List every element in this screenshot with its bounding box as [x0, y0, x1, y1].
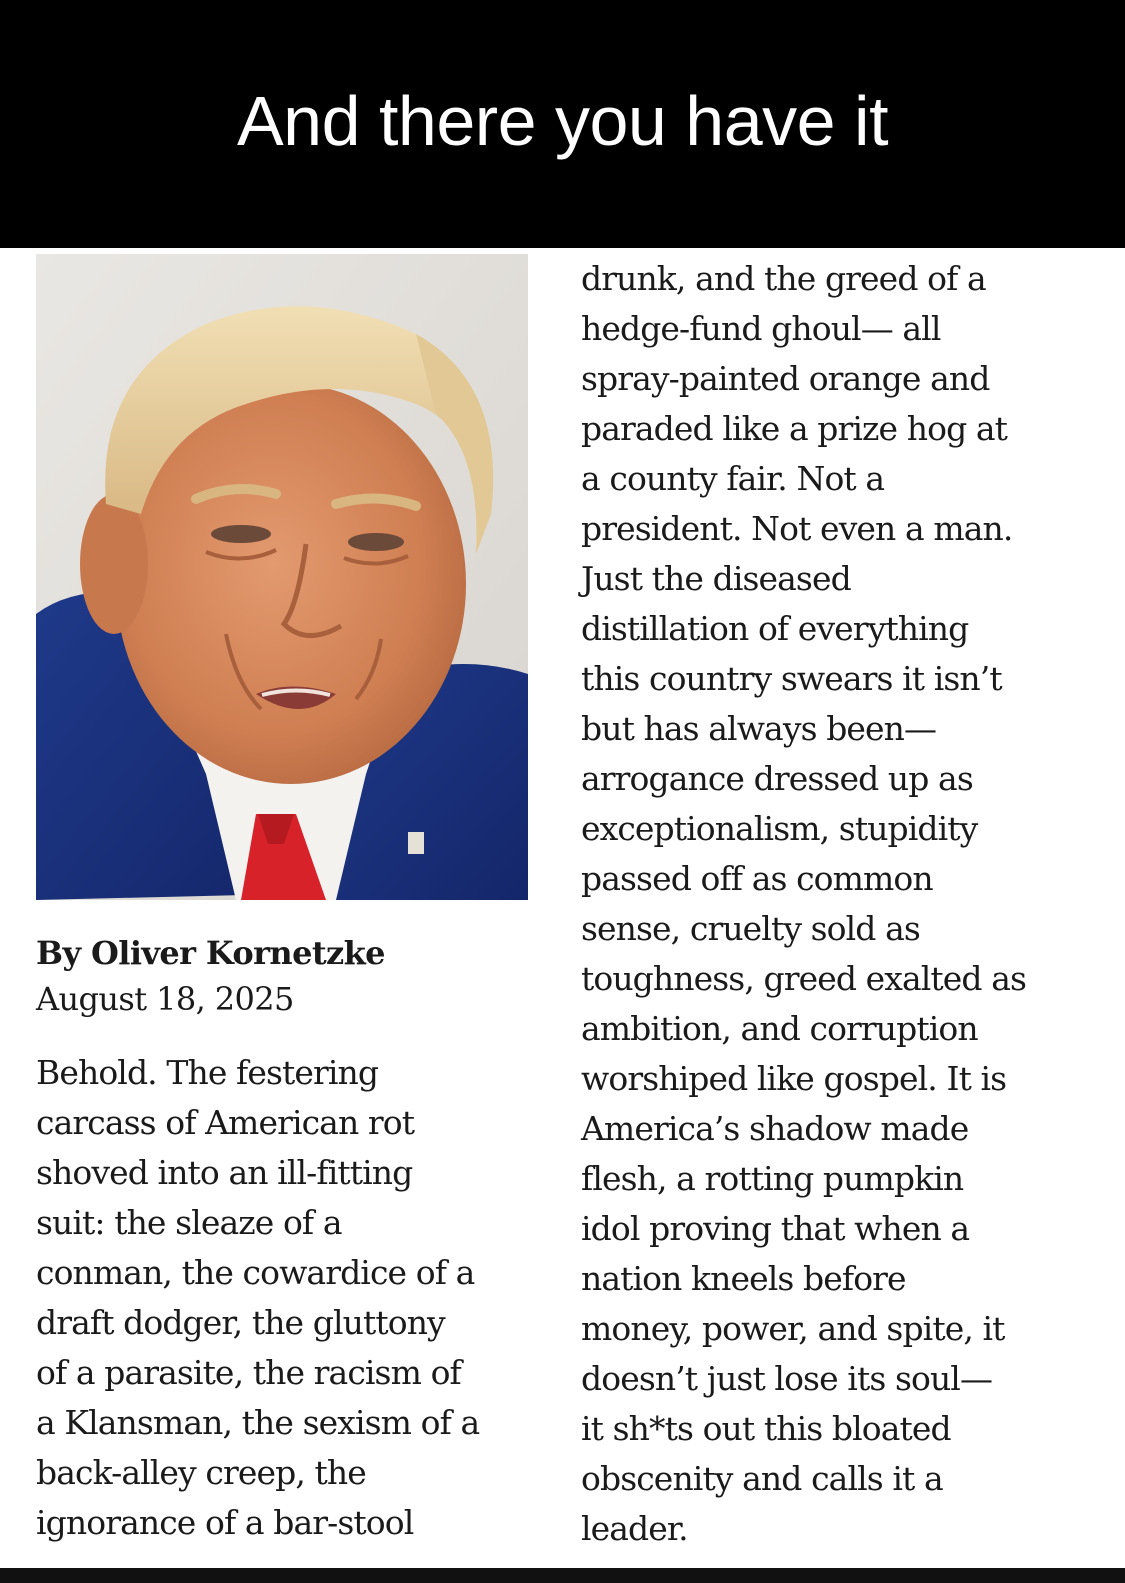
text-line: but has always been—	[581, 709, 937, 748]
text-line: doesn’t just lose its soul—	[581, 1359, 993, 1398]
text-line: nation kneels before	[581, 1259, 906, 1298]
text-line: drunk, and the greed of a	[581, 259, 986, 298]
bottom-border	[0, 1568, 1125, 1583]
text-line: sense, cruelty sold as	[581, 909, 920, 948]
text-line: hedge-fund ghoul— all	[581, 309, 941, 348]
text-line: a county fair. Not a	[581, 459, 885, 498]
text-line: carcass of American rot	[36, 1103, 415, 1142]
text-line: suit: the sleaze of a	[36, 1203, 342, 1242]
text-line: spray-painted orange and	[581, 359, 990, 398]
text-line: it sh*ts out this bloated	[581, 1409, 951, 1448]
text-line: this country swears it isn’t	[581, 659, 1002, 698]
text-line: shoved into an ill-fitting	[36, 1153, 413, 1192]
newspaper-clipping	[0, 248, 1125, 1568]
text-line: draft dodger, the gluttony	[36, 1303, 445, 1342]
article-column-left	[36, 1048, 479, 1548]
caption-bar	[0, 0, 1125, 248]
publish-date: August 18, 2025	[36, 980, 294, 1018]
text-line: conman, the cowardice of a	[36, 1253, 475, 1292]
text-line: ambition, and corruption	[581, 1009, 978, 1048]
text-line: leader.	[581, 1509, 688, 1548]
text-line: Behold. The festering	[36, 1053, 379, 1092]
portrait-photo	[36, 254, 528, 900]
text-line: obscenity and calls it a	[581, 1459, 943, 1498]
text-line: America’s shadow made	[581, 1109, 969, 1148]
text-line: distillation of everything	[581, 609, 969, 648]
text-line: arrogance dressed up as	[581, 759, 973, 798]
text-line: president. Not even a man.	[581, 509, 1013, 548]
text-line: of a parasite, the racism of	[36, 1353, 461, 1392]
article-column-right	[581, 254, 1026, 1554]
text-line: money, power, and spite, it	[581, 1309, 1005, 1348]
text-line: exceptionalism, stupidity	[581, 809, 978, 848]
text-line: idol proving that when a	[581, 1209, 970, 1248]
text-line: paraded like a prize hog at	[581, 409, 1008, 448]
text-line: Just the diseased	[581, 559, 851, 598]
author-name: By Oliver Kornetzke	[36, 934, 385, 972]
byline-block	[36, 930, 536, 1022]
text-line: back-alley creep, the	[36, 1453, 366, 1492]
text-line: toughness, greed exalted as	[581, 959, 1027, 998]
text-line: a Klansman, the sexism of a	[36, 1403, 480, 1442]
text-line: ignorance of a bar-stool	[36, 1503, 414, 1542]
caption-text: And there you have it	[236, 82, 889, 160]
text-line: flesh, a rotting pumpkin	[581, 1159, 964, 1198]
text-line: passed off as common	[581, 859, 933, 898]
text-line: worshiped like gospel. It is	[581, 1059, 1007, 1098]
